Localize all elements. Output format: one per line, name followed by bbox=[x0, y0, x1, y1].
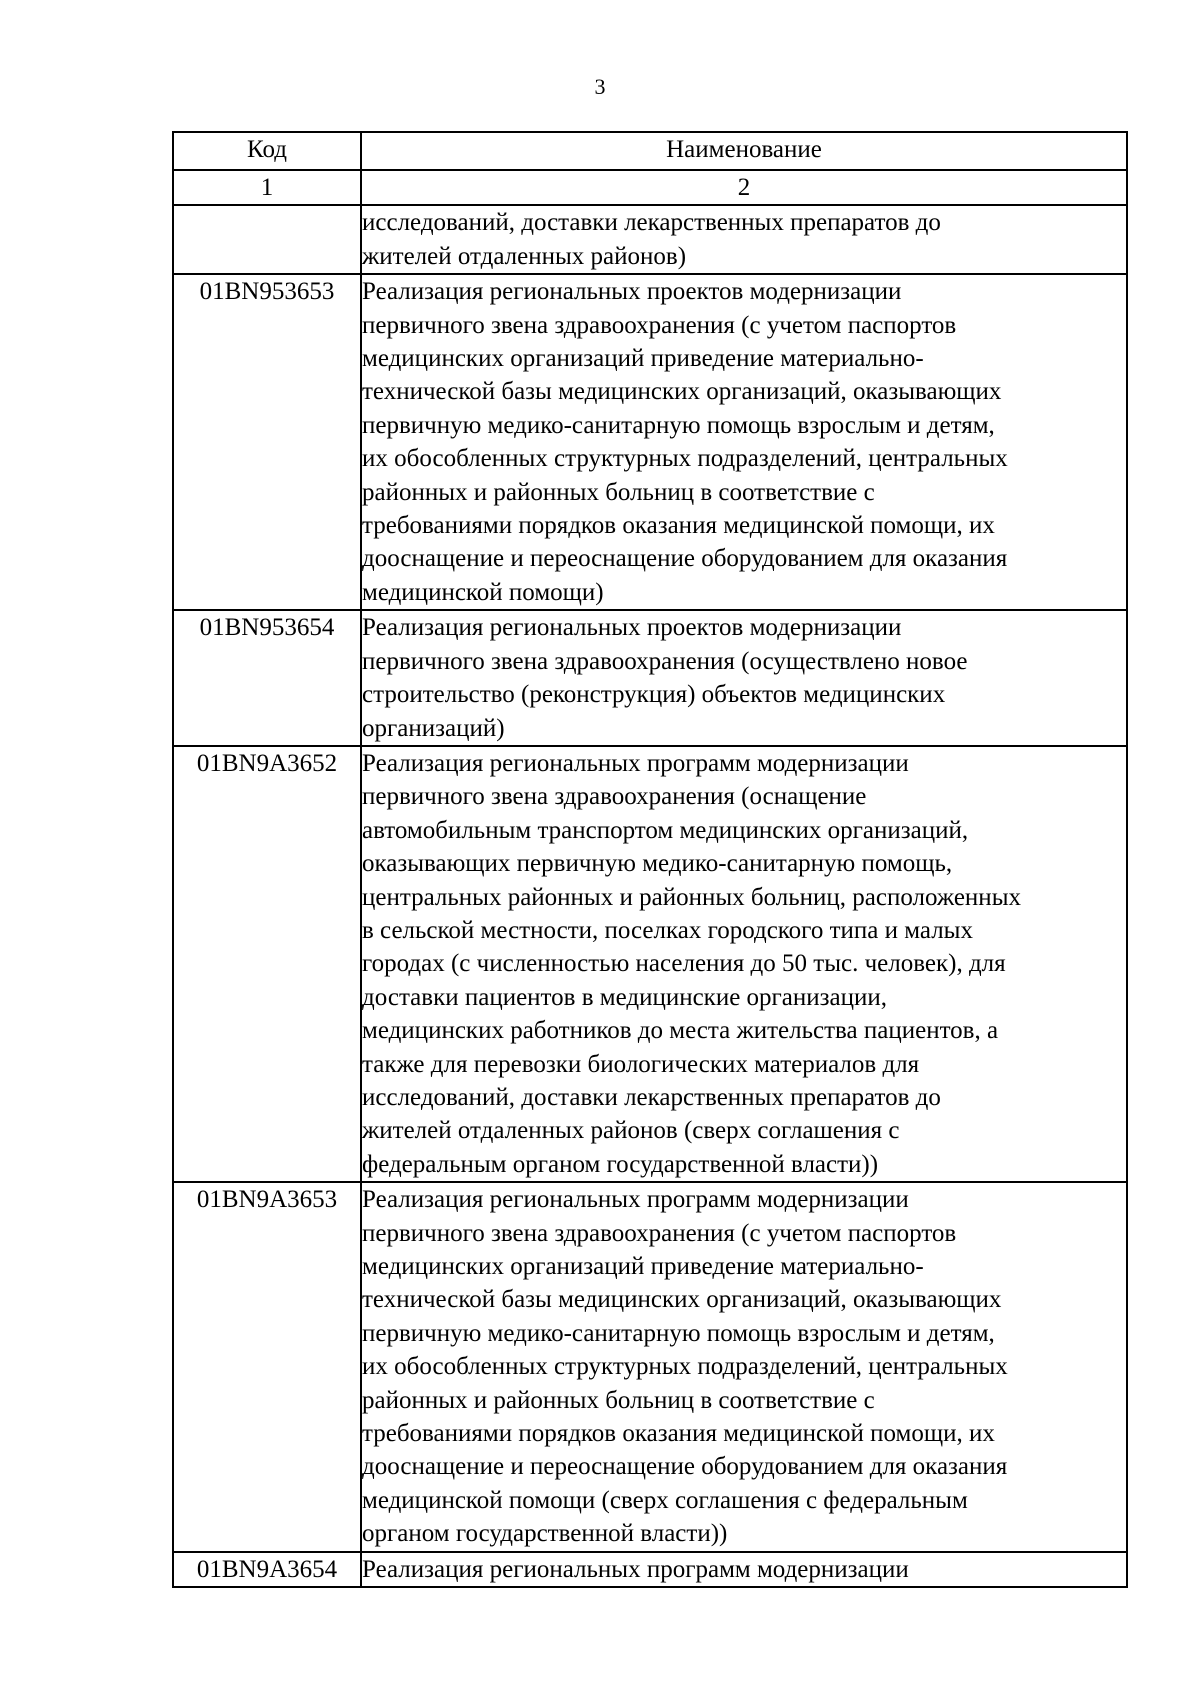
row-name-line: оказывающих первичную медико-санитарную помощь, bbox=[362, 850, 953, 878]
row-name-line: их обособленных структурных подразделений, центральных bbox=[362, 1353, 1008, 1381]
row-name-line: в сельской местности, поселках городского типа и малых bbox=[362, 916, 973, 944]
row-name-line: первичную медико-санитарную помощь взрослым и детям, bbox=[362, 411, 995, 439]
row-name bbox=[361, 746, 1127, 1182]
row-name bbox=[361, 205, 1127, 274]
row-name-line: медицинской помощи (сверх соглашения с федеральным bbox=[362, 1486, 968, 1514]
row-code: 01BN953654 bbox=[173, 610, 361, 746]
column-number-row bbox=[173, 170, 1127, 205]
row-name-line: районных и районных больниц в соответствие с bbox=[362, 1386, 875, 1414]
row-name-line: районных и районных больниц в соответствие с bbox=[362, 478, 875, 506]
header-code: Код bbox=[173, 132, 361, 170]
row-name-line: центральных районных и районных больниц, расположенных bbox=[362, 883, 1021, 911]
column-number-2: 2 bbox=[361, 170, 1127, 205]
row-code bbox=[173, 205, 361, 274]
row-code: 01BN9A3654 bbox=[173, 1552, 361, 1587]
row-name-line: жителей отдаленных районов (сверх соглашения с bbox=[362, 1117, 900, 1145]
row-name-line: дооснащение и переоснащение оборудованием для оказания bbox=[362, 1453, 1008, 1481]
row-name-line: первичного звена здравоохранения (оснащение bbox=[362, 783, 867, 811]
row-name-line: автомобильным транспортом медицинских организаций, bbox=[362, 816, 969, 844]
row-name-line: также для перевозки биологических материалов для bbox=[362, 1050, 920, 1078]
table-row bbox=[173, 205, 1127, 274]
row-name-line: исследований, доставки лекарственных препаратов до bbox=[362, 209, 941, 237]
row-name-line: медицинской помощи) bbox=[362, 578, 604, 606]
row-name-line: медицинских работников до места жительства пациентов, а bbox=[362, 1017, 999, 1045]
row-name-line: Реализация региональных проектов модернизации bbox=[362, 614, 902, 642]
row-code: 01BN9A3652 bbox=[173, 746, 361, 1182]
row-name bbox=[361, 1182, 1127, 1551]
header-name: Наименование bbox=[361, 132, 1127, 170]
row-name-line: медицинских организаций приведение материально- bbox=[362, 1253, 924, 1280]
table-row bbox=[173, 746, 1127, 1182]
row-name-line: первичного звена здравоохранения (с учетом паспортов bbox=[362, 311, 957, 339]
row-name-line: медицинских организаций приведение материально- bbox=[362, 345, 924, 373]
row-name-line: требованиями порядков оказания медицинской помощи, их bbox=[362, 512, 995, 540]
row-name-line: городах (с численностью населения до 50 тыс. человек), для bbox=[362, 950, 1006, 978]
row-name-line: органом государственной власти)) bbox=[362, 1520, 728, 1548]
row-name-line: жителей отдаленных районов) bbox=[362, 242, 687, 270]
budget-code-table bbox=[172, 131, 1128, 1588]
table-row bbox=[173, 1552, 1127, 1587]
row-name-line: федеральным органом государственной власти)) bbox=[362, 1150, 879, 1178]
row-name-line: технической базы медицинских организаций, оказывающих bbox=[362, 378, 1002, 406]
row-name-line: Реализация региональных программ модернизации bbox=[362, 1186, 909, 1214]
row-name-line: первичную медико-санитарную помощь взрослым и детям, bbox=[362, 1319, 995, 1347]
page-number: 3 bbox=[594, 74, 606, 99]
row-name-line: Реализация региональных программ модернизации bbox=[362, 749, 909, 777]
row-name-line: требованиями порядков оказания медицинской помощи, их bbox=[362, 1420, 995, 1448]
row-name bbox=[361, 610, 1127, 746]
row-name-line: дооснащение и переоснащение оборудованием для оказания bbox=[362, 545, 1008, 573]
table-body bbox=[173, 205, 1127, 1587]
row-name-line: технической базы медицинских организаций, оказывающих bbox=[362, 1286, 1002, 1314]
row-name-line: доставки пациентов в медицинские организации, bbox=[362, 983, 888, 1011]
table-header-row bbox=[173, 132, 1127, 170]
row-name bbox=[361, 1552, 1127, 1587]
row-name-line: их обособленных структурных подразделений, центральных bbox=[362, 445, 1008, 473]
row-name-line: Реализация региональных проектов модернизации bbox=[362, 278, 902, 306]
row-name-line: Реализация региональных программ модернизации bbox=[362, 1555, 909, 1583]
table-row bbox=[173, 610, 1127, 746]
row-name-line: первичного звена здравоохранения (с учетом паспортов bbox=[362, 1219, 957, 1247]
row-name-line: строительство (реконструкция) объектов медицинских bbox=[362, 681, 946, 709]
row-name-line: организаций) bbox=[362, 714, 505, 742]
column-number-1: 1 bbox=[173, 170, 361, 205]
row-name-line: исследований, доставки лекарственных препаратов до bbox=[362, 1083, 941, 1111]
row-name bbox=[361, 274, 1127, 610]
row-code: 01BN9A3653 bbox=[173, 1182, 361, 1551]
table-row bbox=[173, 274, 1127, 610]
table-row bbox=[173, 1182, 1127, 1551]
row-name-line: первичного звена здравоохранения (осуществлено новое bbox=[362, 647, 968, 675]
row-code: 01BN953653 bbox=[173, 274, 361, 610]
